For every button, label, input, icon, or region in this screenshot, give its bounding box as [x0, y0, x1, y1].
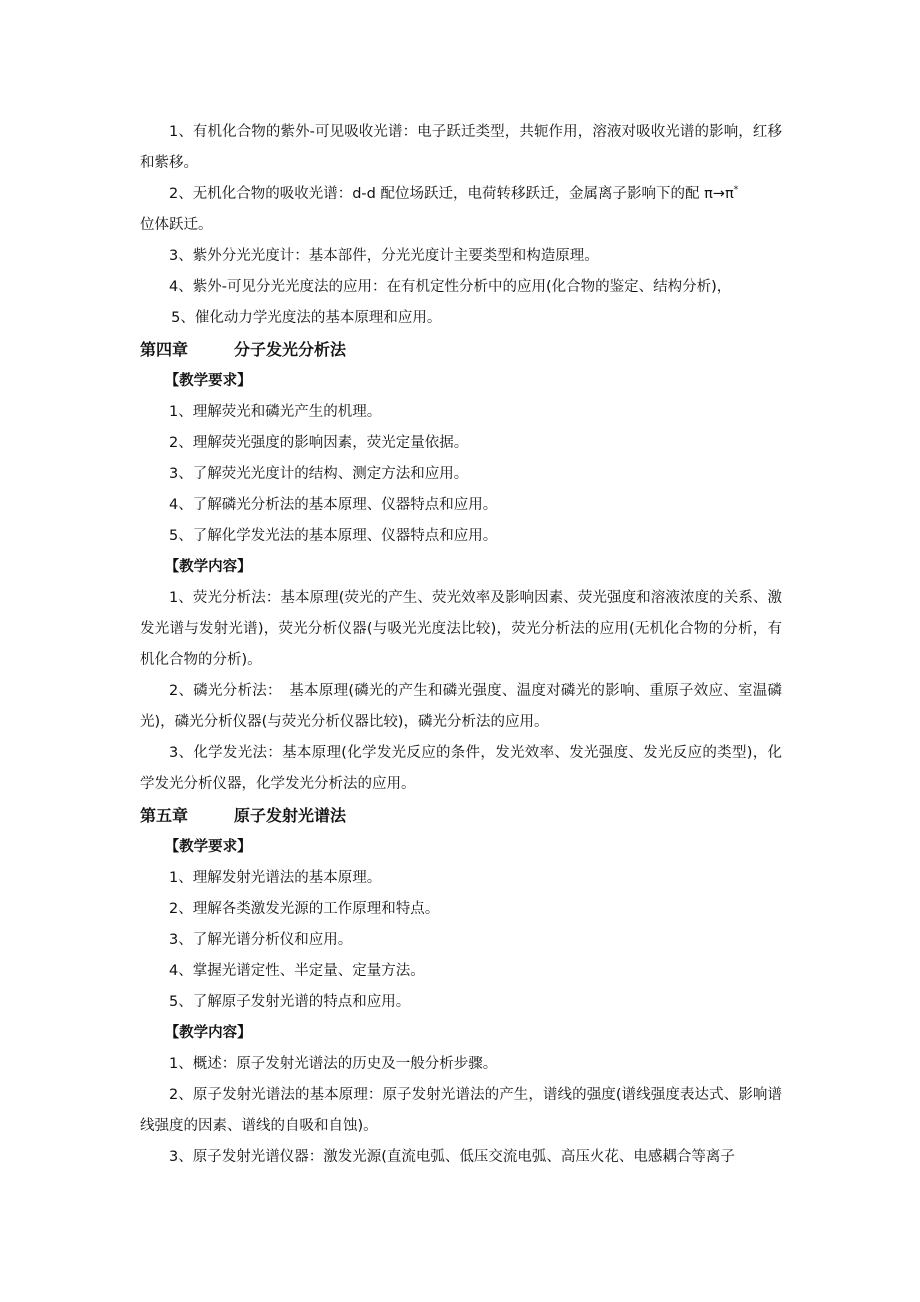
ch4-content-2: 2、磷光分析法： 基本原理(磷光的产生和磷光强度、温度对磷光的影响、重原子效应、室温磷光)，磷光分析仪器(与荧光分析仪器比较)，磷光分析法的应用。 [140, 683, 782, 730]
ch4-requirements-heading: 【教学要求】 [164, 373, 252, 389]
ch5-req-4: 4、掌握光谱定性、半定量、定量方法。 [169, 963, 425, 979]
ch5-requirements-heading: 【教学要求】 [164, 839, 252, 855]
ch3-item-1: 1、有机化合物的紫外-可见吸收光谱：电子跃迁类型，共轭作用，溶液对吸收光谱的影响，红移和紫移。 [140, 124, 782, 171]
ch3-item-3: 3、紫外分光光度计：基本部件，分光光度计主要类型和构造原理。 [169, 248, 599, 264]
chapter-4-heading [140, 334, 782, 366]
page-content [140, 117, 782, 1173]
ch5-content-heading: 【教学内容】 [164, 1025, 252, 1041]
ch5-content-3: 3、原子发射光谱仪器：激发光源(直流电弧、低压交流电弧、高压火花、电感耦合等离子 [169, 1149, 735, 1165]
ch5-req-1: 1、理解发射光谱法的基本原理。 [169, 870, 382, 886]
ch4-content-heading: 【教学内容】 [164, 559, 252, 575]
ch3-item-2-sup: * [733, 185, 739, 196]
ch4-content-3: 3、化学发光法：基本原理(化学发光反应的条件，发光效率、发光强度、发光反应的类型)，化学发光分析仪器，化学发光分析法的应用。 [140, 745, 782, 792]
chapter-4-title: 分子发光分析法 [234, 340, 347, 359]
ch4-req-2: 2、理解荧光强度的影响因素，荧光定量依据。 [169, 435, 469, 451]
ch5-req-5: 5、了解原子发射光谱的特点和应用。 [169, 994, 411, 1010]
ch3-item-2-text: 2、无机化合物的吸收光谱：d-d 配位场跃迁，电荷转移跃迁，金属离子影响下的配 π→π [169, 186, 734, 202]
ch5-content-2: 2、原子发射光谱法的基本原理：原子发射光谱法的产生，谱线的强度(谱线强度表达式、影响谱线强度的因素、谱线的自吸和自蚀)。 [140, 1087, 782, 1134]
ch4-req-1: 1、理解荧光和磷光产生的机理。 [169, 404, 382, 420]
chapter-4-number: 第四章 [140, 340, 189, 359]
chapter-5-title: 原子发射光谱法 [234, 806, 347, 825]
ch4-req-5: 5、了解化学发光法的基本原理、仪器特点和应用。 [169, 528, 498, 544]
ch4-req-3: 3、了解荧光光度计的结构、测定方法和应用。 [169, 466, 469, 482]
ch3-item-2-cont: 位体跃迁。 [140, 217, 213, 233]
ch3-item-4: 4、紫外-可见分光光度法的应用：在有机定性分析中的应用(化合物的鉴定、结构分析)， [169, 279, 732, 295]
ch4-req-4: 4、了解磷光分析法的基本原理、仪器特点和应用。 [169, 497, 498, 513]
ch5-req-2: 2、理解各类激发光源的工作原理和特点。 [169, 901, 440, 917]
ch5-content-1: 1、概述：原子发射光谱法的历史及一般分析步骤。 [169, 1056, 498, 1072]
ch4-content-1: 1、荧光分析法：基本原理(荧光的产生、荧光效率及影响因素、荧光强度和溶液浓度的关系、激发光谱与发射光谱)，荧光分析仪器(与吸光光度法比较)，荧光分析法的应用(无机化合物的分析，有机化合物的分析)。 [140, 590, 782, 668]
chapter-5-number: 第五章 [140, 806, 189, 825]
ch3-item-5: 5、催化动力学光度法的基本原理和应用。 [171, 310, 442, 326]
chapter-5-heading [140, 800, 782, 832]
ch5-req-3: 3、了解光谱分析仪和应用。 [169, 932, 353, 948]
ch3-item-2 [140, 179, 782, 210]
